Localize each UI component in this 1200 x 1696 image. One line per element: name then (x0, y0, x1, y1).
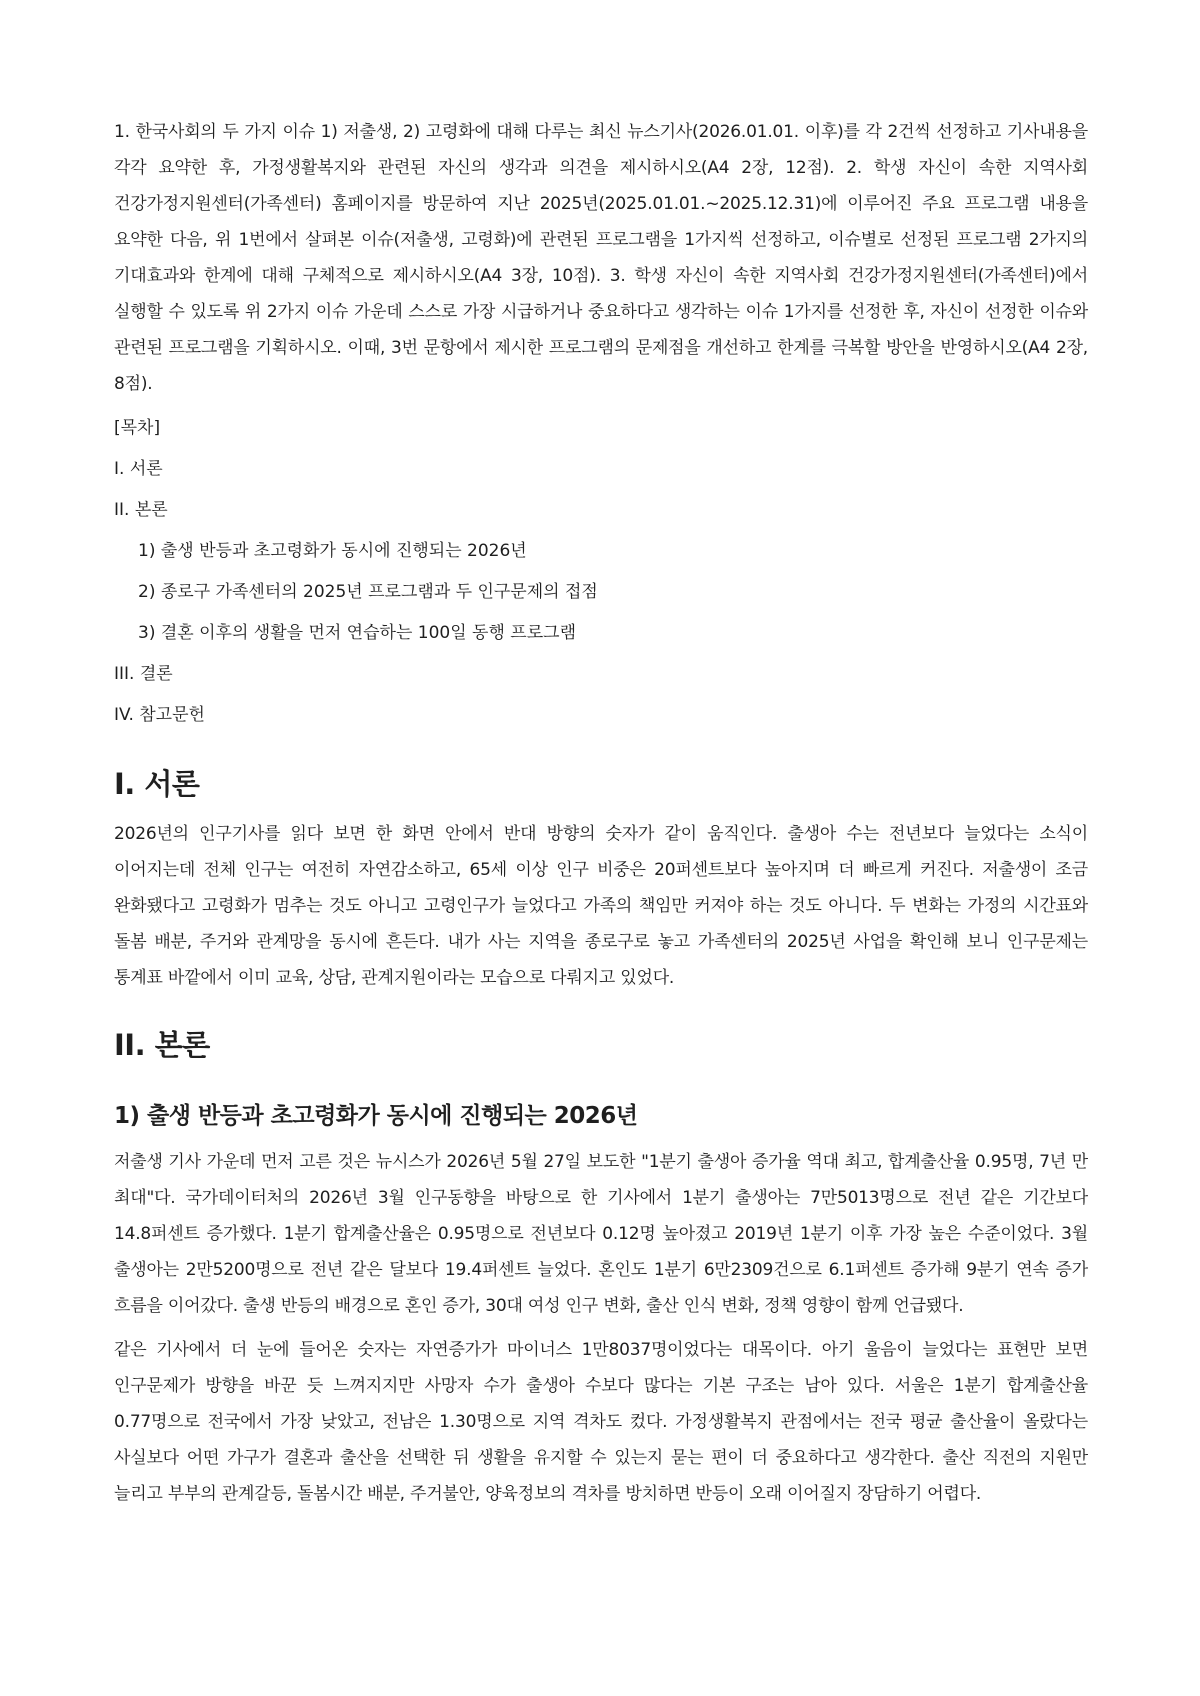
toc-subitem-1: 1) 출생 반등과 초고령화가 동시에 진행되는 2026년 (138, 541, 527, 561)
table-of-contents (114, 415, 1088, 729)
section-1-paragraph-2: 같은 기사에서 더 눈에 들어온 숫자는 자연증가가 마이너스 1만8037명이었다는 대목이다. 아기 울음이 늘었다는 표현만 보면 인구문제가 방향을 바꾼 듯 느껴지지만 사망자 수가 출생아 수보다 많다는 기본 구조는 남아 있다. 서울은 1분기 합계출산율 0.77명으로 전국에서 가장 낮았고, 전남은 1.30명으로 지역 격차도 컸다. 가정생활복지 관점에서는 전국 평균 출산율이 올랐다는 사실보다 어떤 가구가 결혼과 출산을 선택한 뒤 생활을 유지할 수 있는지 묻는 편이 더 중요하다고 생각한다. 출산 직전의 지원만 늘리고 부부의 관계갈등, 돌봄시간 배분, 주거불안, 양육정보의 격차를 방치하면 반등이 오래 이어질지 장담하기 어렵다. (114, 1340, 1088, 1504)
toc-subitem-2: 2) 종로구 가족센터의 2025년 프로그램과 두 인구문제의 접점 (138, 582, 598, 602)
toc-heading: [목차] (114, 418, 161, 438)
section-1-heading: 1) 출생 반등과 초고령화가 동시에 진행되는 2026년 (114, 1103, 638, 1129)
assignment-prompt: 1. 한국사회의 두 가지 이슈 1) 저출생, 2) 고령화에 대해 다루는 최신 뉴스기사(2026.01.01. 이후)를 각 2건씩 선정하고 기사내용을 각각 요약한 후, 가정생활복지와 관련된 자신의 생각과 의견을 제시하시오(A4 2장, 12점). 2. 학생 자신이 속한 지역사회 건강가정지원센터(가족센터) 홈페이지를 방문하여 지난 2025년(2025.01.01.~2025.12.31)에 이루어진 주요 프로그램 내용을 요약한 다음, 위 1번에서 살펴본 이슈(저출생, 고령화)에 관련된 프로그램을 1가지씩 선정하고, 이슈별로 선정된 프로그램 2가지의 기대효과와 한계에 대해 구체적으로 제시하시오(A4 3장, 10점). 3. 학생 자신이 속한 지역사회 건강가정지원센터(가족센터)에서 실행할 수 있도록 위 2가지 이슈 가운데 스스로 가장 시급하거나 중요하다고 생각하는 이슈 1가지를 선정한 후, 자신이 선정한 이슈와 관련된 프로그램을 기획하시오. 이때, 3번 문항에서 제시한 프로그램의 문제점을 개선하고 한계를 극복할 방안을 반영하시오(A4 2장, 8점). (114, 122, 1088, 394)
toc-subitem-3: 3) 결혼 이후의 생활을 먼저 연습하는 100일 동행 프로그램 (138, 623, 576, 643)
toc-item-introduction: I. 서론 (114, 459, 163, 479)
introduction-heading: I. 서론 (114, 767, 200, 801)
section-1-paragraph-1: 저출생 기사 가운데 먼저 고른 것은 뉴시스가 2026년 5월 27일 보도한 "1분기 출생아 증가율 역대 최고, 합계출산율 0.95명, 7년 만 최대"다. 국가데이터처의 2026년 3월 인구동향을 바탕으로 한 기사에서 1분기 출생아는 7만5013명으로 전년 같은 기간보다 14.8퍼센트 증가했다. 1분기 합계출산율은 0.95명으로 전년보다 0.12명 높아졌고 2019년 1분기 이후 가장 높은 수준이었다. 3월 출생아는 2만5200명으로 전년 같은 달보다 19.4퍼센트 늘었다. 혼인도 1분기 6만2309건으로 6.1퍼센트 증가해 9분기 연속 증가 흐름을 이어갔다. 출생 반등의 배경으로 혼인 증가, 30대 여성 인구 변화, 출산 인식 변화, 정책 영향이 함께 언급됐다. (114, 1152, 1088, 1316)
introduction-paragraph: 2026년의 인구기사를 읽다 보면 한 화면 안에서 반대 방향의 숫자가 같이 움직인다. 출생아 수는 전년보다 늘었다는 소식이 이어지는데 전체 인구는 여전히 자연감소하고, 65세 이상 인구 비중은 20퍼센트보다 높아지며 더 빠르게 커진다. 저출생이 조금 완화됐다고 고령화가 멈추는 것도 아니고 고령인구가 늘었다고 가족의 책임만 커져야 하는 것도 아니다. 두 변화는 가정의 시간표와 돌봄 배분, 주거와 관계망을 동시에 흔든다. 내가 사는 지역을 종로구로 놓고 가족센터의 2025년 사업을 확인해 보니 인구문제는 통계표 바깥에서 이미 교육, 상담, 관계지원이라는 모습으로 다뤄지고 있었다. (114, 824, 1088, 988)
toc-item-references: IV. 참고문헌 (114, 705, 205, 725)
body-heading: II. 본론 (114, 1028, 210, 1062)
toc-item-body: II. 본론 (114, 500, 168, 520)
toc-item-conclusion: III. 결론 (114, 664, 173, 684)
